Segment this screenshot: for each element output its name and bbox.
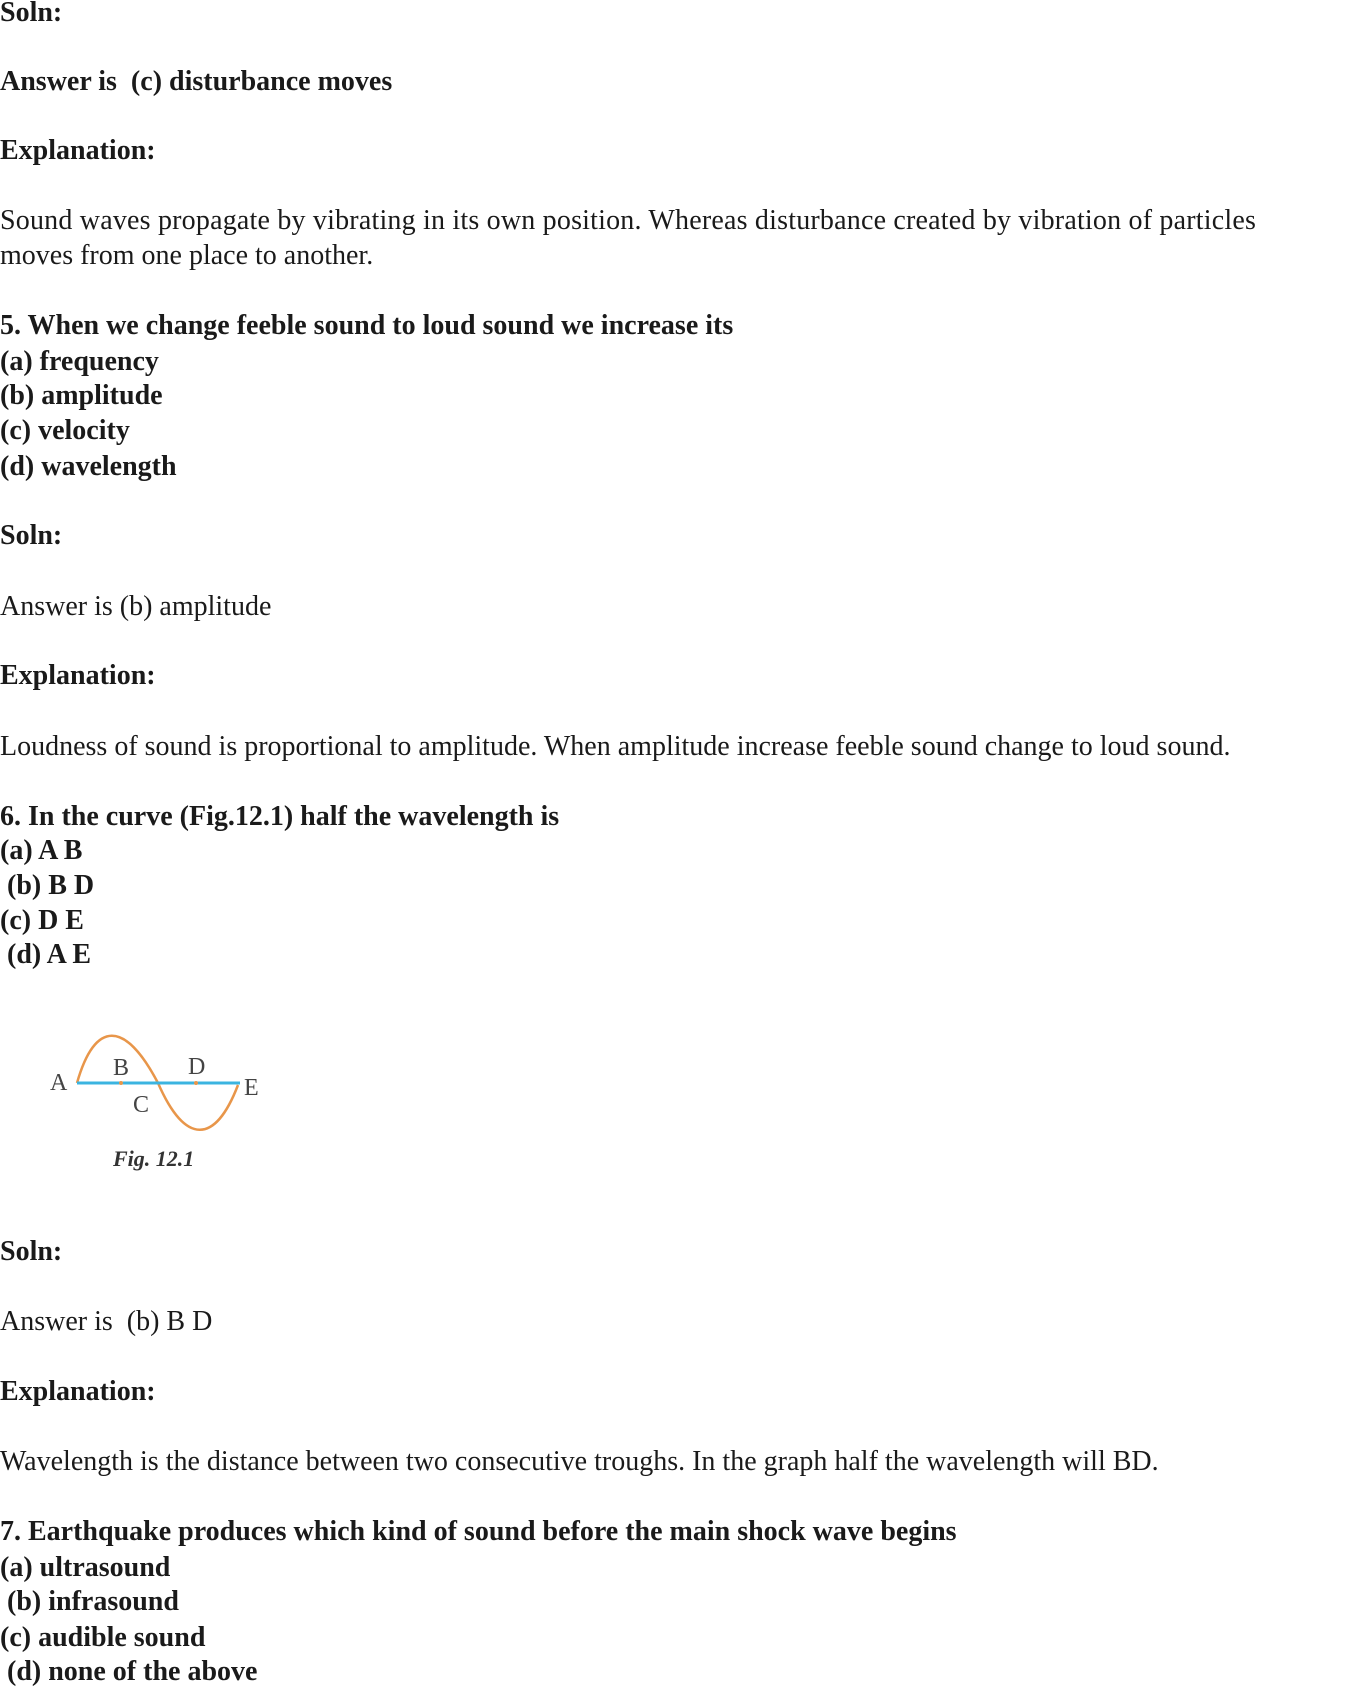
- explanation-text: moves from one place to another.: [0, 240, 374, 271]
- answer: Answer is (c) disturbance moves: [0, 66, 393, 97]
- explanation-label: Explanation:: [0, 135, 156, 166]
- option: (d) wavelength: [0, 451, 177, 482]
- option: (d) A E: [0, 939, 92, 970]
- answer: Answer is (b) B D: [0, 1306, 213, 1337]
- figure-caption: Fig. 12.1: [113, 1146, 195, 1171]
- explanation-label: Explanation:: [0, 1376, 156, 1407]
- option: (c) velocity: [0, 415, 130, 446]
- answer: Answer is (b) amplitude: [0, 591, 272, 622]
- explanation-text: Sound waves propagate by vibrating in its own position. Whereas disturbance created by vibration of particles: [0, 205, 1257, 236]
- option: (c) D E: [0, 905, 84, 936]
- label-e: E: [244, 1075, 259, 1101]
- soln-label: Soln:: [0, 520, 63, 551]
- label-d: D: [188, 1054, 206, 1080]
- soln-label: Soln:: [0, 1236, 63, 1267]
- label-c: C: [133, 1092, 150, 1118]
- option: (a) A B: [0, 835, 83, 866]
- wave-figure: [0, 1000, 350, 1200]
- question-7: 7. Earthquake produces which kind of sound before the main shock wave begins: [0, 1516, 957, 1547]
- option: (b) amplitude: [0, 380, 163, 411]
- label-b: B: [113, 1055, 130, 1081]
- option: (b) infrasound: [0, 1586, 179, 1617]
- point-b-marker: [119, 1081, 123, 1085]
- question-6: 6. In the curve (Fig.12.1) half the wavelength is: [0, 801, 560, 832]
- label-a: A: [50, 1070, 68, 1096]
- option: (c) audible sound: [0, 1622, 206, 1653]
- soln-label: Soln:: [0, 0, 63, 28]
- explanation-text: Loudness of sound is proportional to amplitude. When amplitude increase feeble sound change to loud sound.: [0, 731, 1231, 762]
- explanation-label: Explanation:: [0, 660, 156, 691]
- option: (a) ultrasound: [0, 1552, 171, 1583]
- question-5: 5. When we change feeble sound to loud sound we increase its: [0, 310, 734, 341]
- option: (d) none of the above: [0, 1656, 258, 1687]
- point-d-marker: [194, 1081, 198, 1085]
- option: (b) B D: [0, 870, 95, 901]
- explanation-text: Wavelength is the distance between two consecutive troughs. In the graph half the wavelength will BD.: [0, 1446, 1159, 1477]
- option: (a) frequency: [0, 346, 159, 377]
